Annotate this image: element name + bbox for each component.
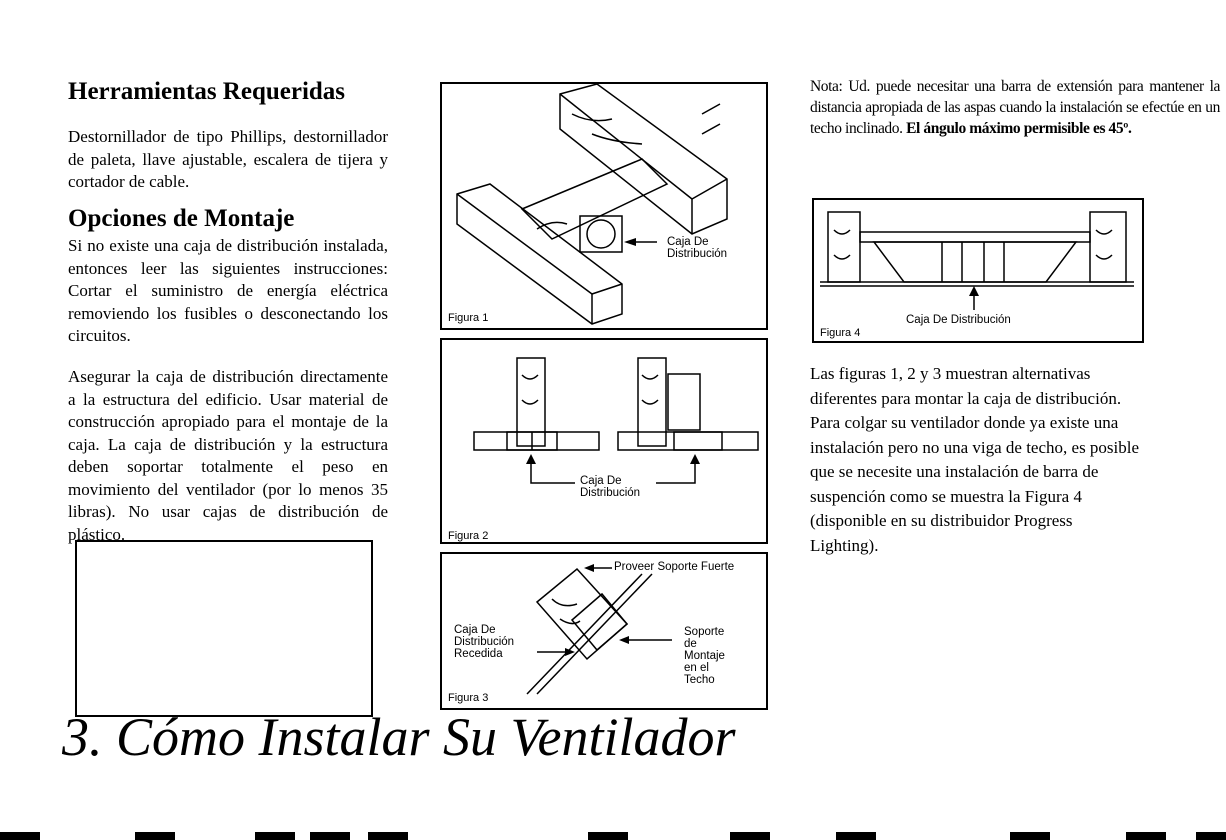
section-title: 3. Cómo Instalar Su Ventilador (62, 707, 736, 767)
figure-1 (440, 82, 768, 330)
figure-3-top-callout: Proveer Soporte Fuerte (614, 561, 735, 573)
figures-description (810, 362, 1140, 558)
edge-mark (135, 832, 175, 840)
mounting-paragraph-1: Si no existe una caja de distribución instalada, entonces leer las siguientes instrucciones: Cortar el suministro de energía eléctrica removiendo los fusibles o desconectando los circuitos. (68, 236, 388, 345)
mounting-para-1 (68, 235, 388, 348)
figure-3-label: Figura 3 (448, 692, 489, 704)
edge-mark (0, 832, 40, 840)
note-bold-text: El ángulo máximo permisible es 45º. (906, 120, 1132, 137)
edge-mark (836, 832, 876, 840)
figure-1-illustration (442, 84, 766, 328)
tools-paragraph: Destornillador de tipo Phillips, destornillador de paleta, llave ajustable, escalera de tijera y cortador de cable. (68, 127, 388, 191)
figure-4-callout: Caja De Distribución (906, 314, 1011, 326)
edge-mark (1196, 832, 1226, 840)
figure-4 (812, 198, 1144, 343)
edge-mark (1010, 832, 1050, 840)
edge-mark (730, 832, 770, 840)
figure-1-callout (667, 236, 727, 260)
edge-mark (368, 832, 408, 840)
mounting-para-2 (68, 366, 388, 546)
edge-mark (255, 832, 295, 840)
mounting-paragraph-2: Asegurar la caja de distribución directamente a la estructura del edificio. Usar material de construcción apropiado para el montaje de la caja. La caja de distribución y la estructura deben soportar totalmente el peso en movimiento del ventilador (por lo menos 35 libras). No usar cajas de distribución de plástico. (68, 367, 388, 544)
figure-2 (440, 338, 768, 544)
tools-heading: Herramientas Requeridas (68, 78, 346, 105)
edge-mark (588, 832, 628, 840)
figure-2-illustration (442, 340, 766, 542)
edge-mark (1126, 832, 1166, 840)
figure-3-left-callout-text: Caja De Distribución Recedida (454, 624, 515, 660)
figure-3-right-callout-text: Soporte de Montaje en el Techo (684, 626, 725, 686)
figure-3-right-callout (684, 626, 725, 686)
figures-description-text: Las figuras 1, 2 y 3 muestran alternativas diferentes para montar la caja de distribución. Para colgar su ventilador donde ya existe una instalación pero no una viga de techo, es posible que se necesite una instalación de barra de suspención como se muestra la Figura 4 (disponible en su distribuidor Progress Lighting). (810, 364, 1140, 555)
edge-mark (310, 832, 350, 840)
figure-2-callout-text: Caja De Distribución (580, 475, 641, 499)
figure-2-label: Figura 2 (448, 530, 489, 542)
figure-3 (440, 552, 768, 710)
figure-4-label: Figura 4 (820, 327, 861, 339)
note-block (810, 76, 1220, 139)
figure-1-label: Figura 1 (448, 312, 489, 324)
figure-2-callout (580, 475, 640, 499)
figure-3-left-callout (454, 624, 514, 660)
note-text: Nota: Ud. puede necesitar una barra de extensión para mantener la distancia apropiada de las aspas cuando la instalación se efectúe en un techo inclinado. (810, 78, 1220, 137)
mounting-heading: Opciones de Montaje (68, 205, 295, 232)
figure-1-callout-text: Caja De Distribución (667, 236, 728, 260)
tools-text (68, 126, 388, 194)
empty-box (75, 540, 373, 717)
